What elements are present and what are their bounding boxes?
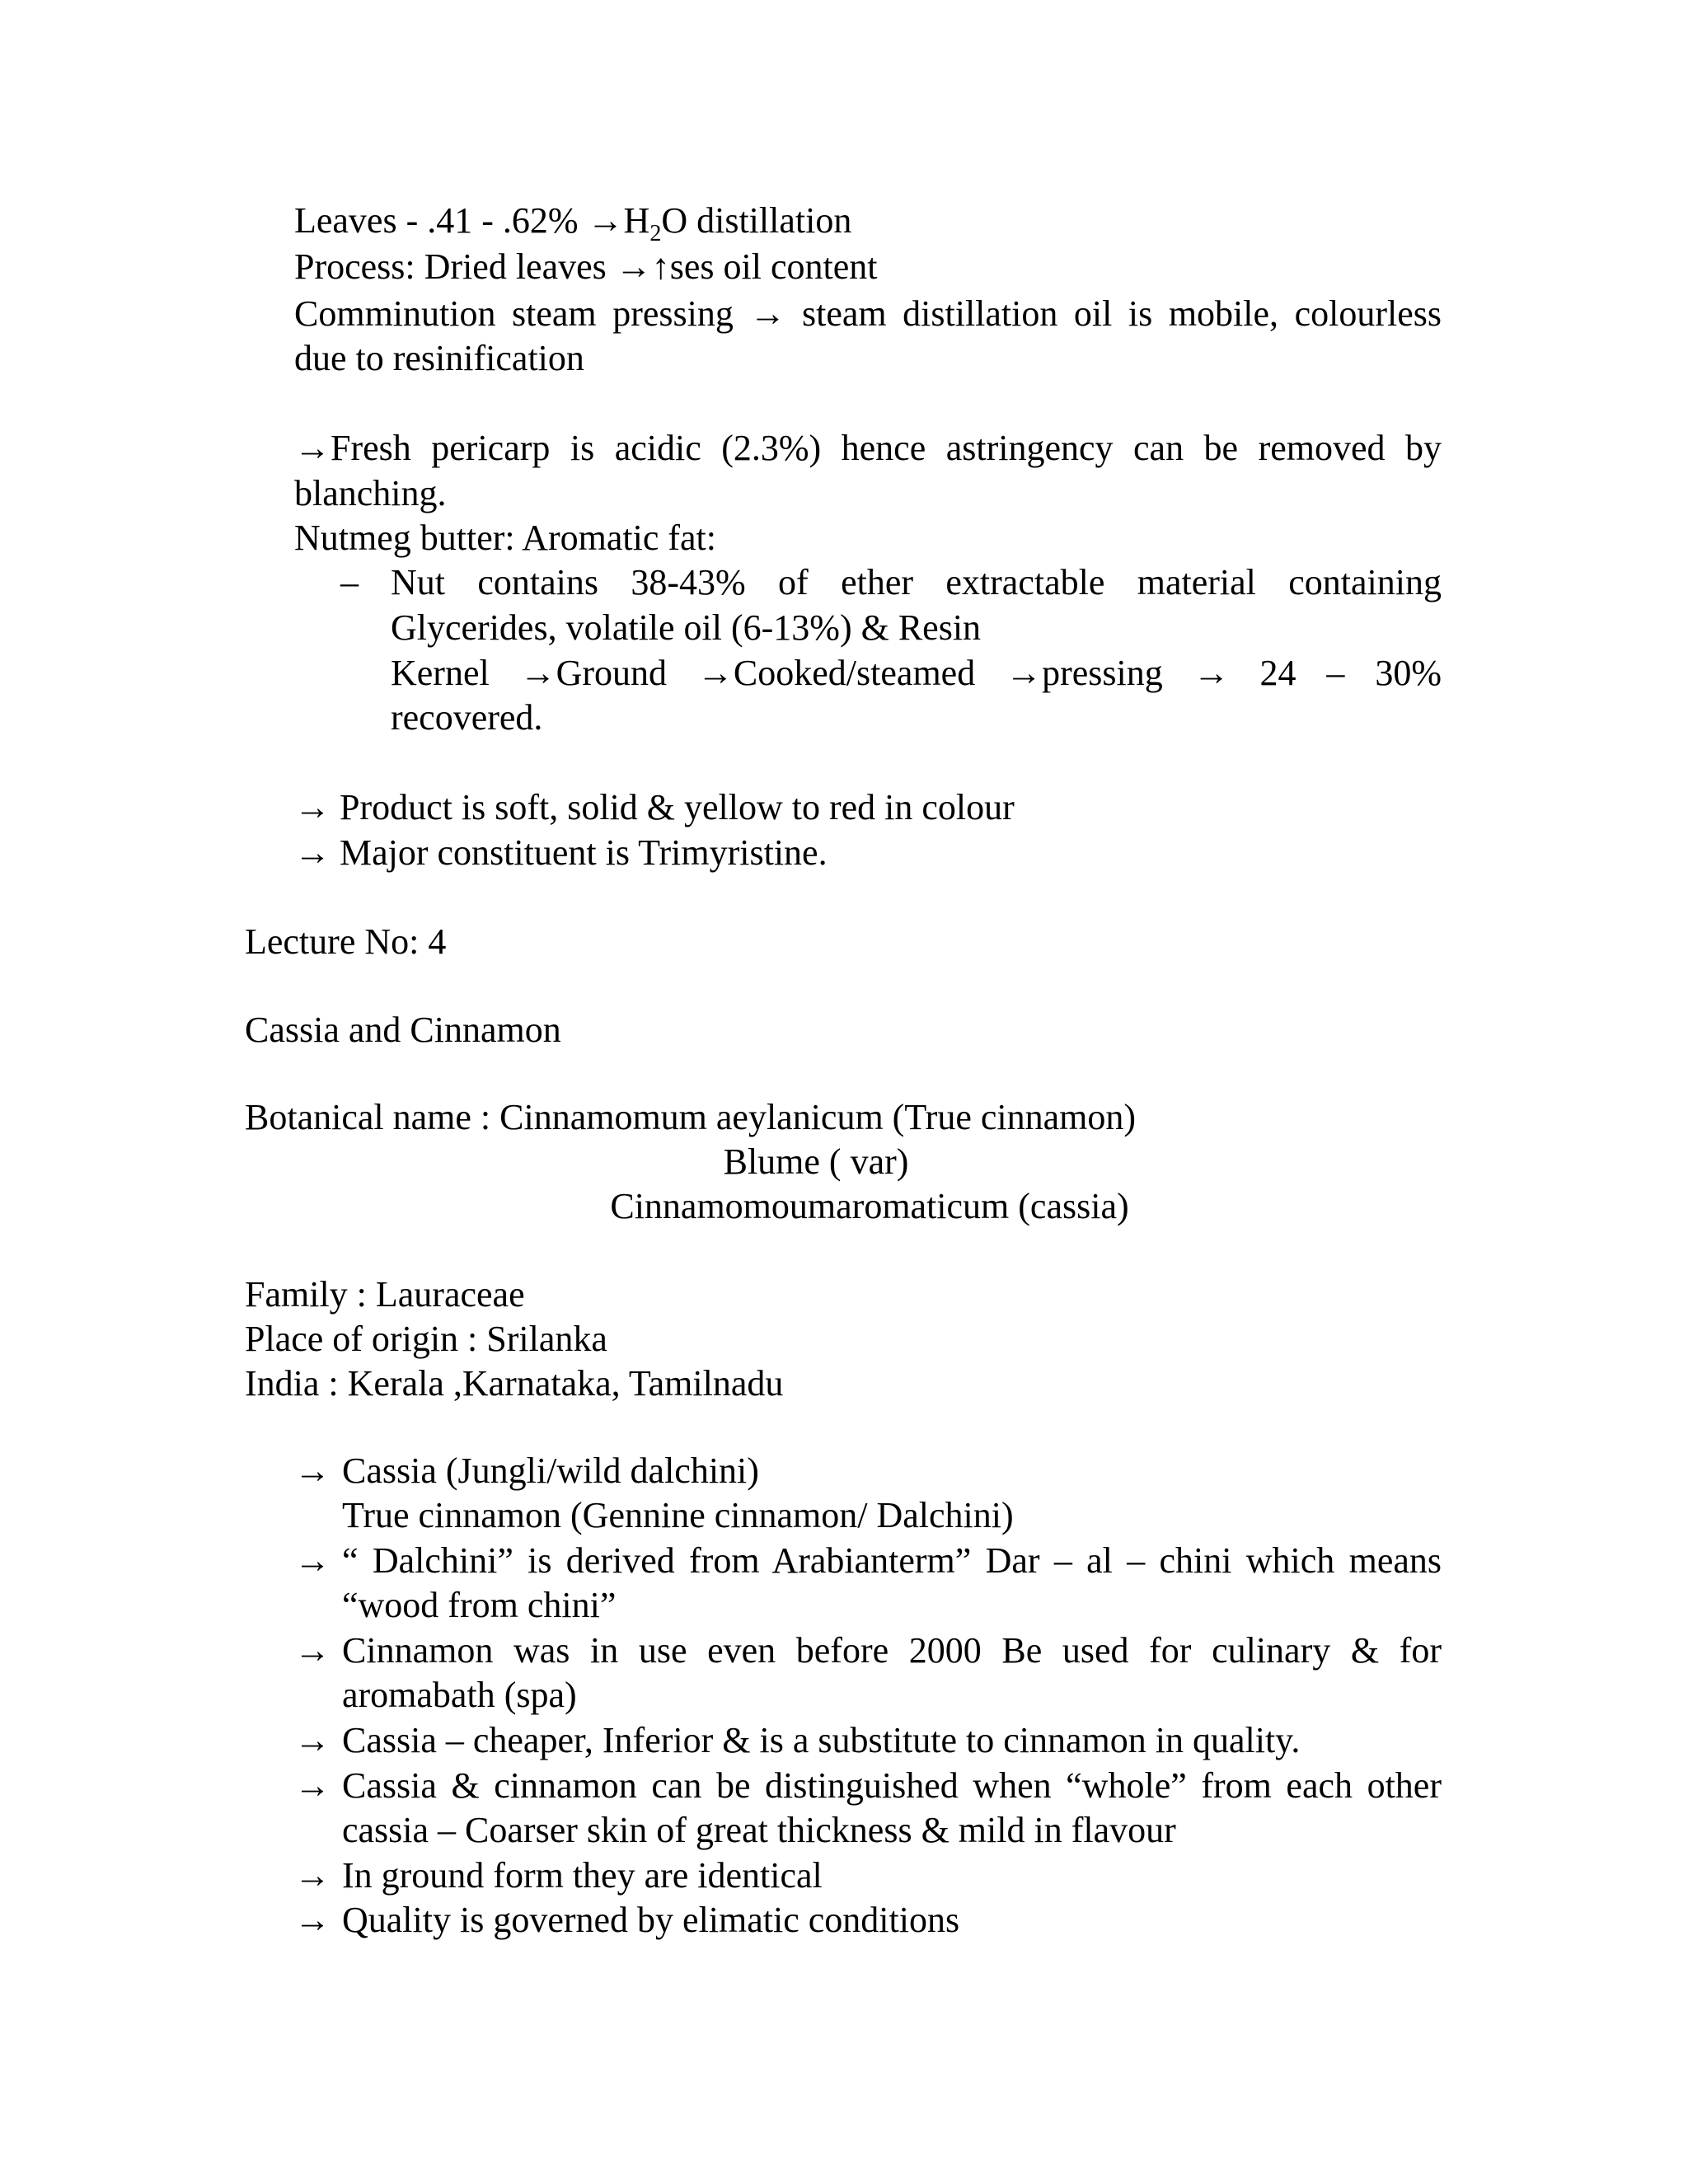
family-line: Family : Lauraceae bbox=[245, 1274, 525, 1315]
pericarp-line-1: →Fresh pericarp is acidic (2.3%) hence astringency can be removed by bbox=[294, 428, 1442, 468]
bullet-5-line-1: Cassia & cinnamon can be distinguished when “whole” from each other bbox=[342, 1765, 1442, 1806]
leaves-subscript: 2 bbox=[649, 220, 662, 246]
nut-line-1: Nut contains 38-43% of ether extractable material containing bbox=[391, 562, 1442, 602]
arrow-bullet-icon: → bbox=[294, 1630, 331, 1671]
botanical-name-line-3: Cinnamomoumaromaticum (cassia) bbox=[610, 1186, 1129, 1226]
comminution-line-2: due to resinification bbox=[294, 338, 584, 378]
bullet-5-line-2: cassia – Coarser skin of great thickness & mild in flavour bbox=[342, 1810, 1176, 1850]
bullet-2-line-2: “wood from chini” bbox=[342, 1585, 617, 1625]
lecture-number: Lecture No: 4 bbox=[245, 921, 447, 962]
leaves-text-a: Leaves - .41 - .62% →H bbox=[294, 200, 650, 241]
bullet-3-line-2: aromabath (spa) bbox=[342, 1675, 577, 1715]
process-text-a: Process: Dried leaves → bbox=[294, 246, 652, 287]
bullet-6: In ground form they are identical bbox=[342, 1855, 823, 1896]
lecture-title: Cassia and Cinnamon bbox=[245, 1010, 561, 1050]
process-text-b: ses oil content bbox=[669, 246, 878, 287]
bullet-4: Cassia – cheaper, Inferior & is a substitute to cinnamon in quality. bbox=[342, 1720, 1301, 1760]
bullet-3-line-1: Cinnamon was in use even before 2000 Be used for culinary & for bbox=[342, 1630, 1442, 1671]
product-line: → Product is soft, solid & yellow to red in colour bbox=[294, 787, 1015, 827]
nut-line-2: Glycerides, volatile oil (6-13%) & Resin bbox=[391, 607, 982, 648]
origin-line: Place of origin : Srilanka bbox=[245, 1319, 607, 1359]
botanical-name-line-1: Botanical name : Cinnamomum aeylanicum (True cinnamon) bbox=[245, 1097, 1137, 1137]
dash-bullet: – bbox=[340, 562, 359, 602]
bullet-7: Quality is governed by elimatic conditions bbox=[342, 1900, 960, 1940]
arrow-bullet-icon: → bbox=[294, 1451, 331, 1491]
kernel-line-2: recovered. bbox=[391, 697, 543, 738]
leaves-text-b: O distillation bbox=[661, 200, 852, 241]
major-constituent-line: → Major constituent is Trimyristine. bbox=[294, 832, 828, 873]
arrow-bullet-icon: → bbox=[294, 1720, 331, 1760]
arrow-bullet-icon: → bbox=[294, 1900, 331, 1940]
process-line bbox=[294, 244, 878, 289]
kernel-line-1: Kernel →Ground →Cooked/steamed →pressing → 24 – 30% bbox=[391, 653, 1442, 693]
arrow-bullet-icon: → bbox=[294, 1540, 331, 1581]
leaves-line bbox=[294, 198, 852, 246]
pericarp-line-2: blanching. bbox=[294, 473, 447, 513]
botanical-name-line-2: Blume ( var) bbox=[723, 1141, 909, 1182]
arrow-bullet-icon: → bbox=[294, 1765, 331, 1806]
india-line: India : Kerala ,Karnataka, Tamilnadu bbox=[245, 1363, 784, 1404]
nutmeg-butter-heading: Nutmeg butter: Aromatic fat: bbox=[294, 518, 716, 558]
bullet-2-line-1: “ Dalchini” is derived from Arabianterm” Dar – al – chini which means bbox=[342, 1540, 1442, 1581]
up-arrow-icon: ↑ bbox=[651, 246, 670, 287]
comminution-line-1: Comminution steam pressing → steam distillation oil is mobile, colourless bbox=[294, 293, 1442, 334]
bullet-1-line-1: Cassia (Jungli/wild dalchini) bbox=[342, 1451, 759, 1491]
bullet-1-line-2: True cinnamon (Gennine cinnamon/ Dalchini) bbox=[342, 1495, 1014, 1535]
arrow-bullet-icon: → bbox=[294, 1855, 331, 1896]
